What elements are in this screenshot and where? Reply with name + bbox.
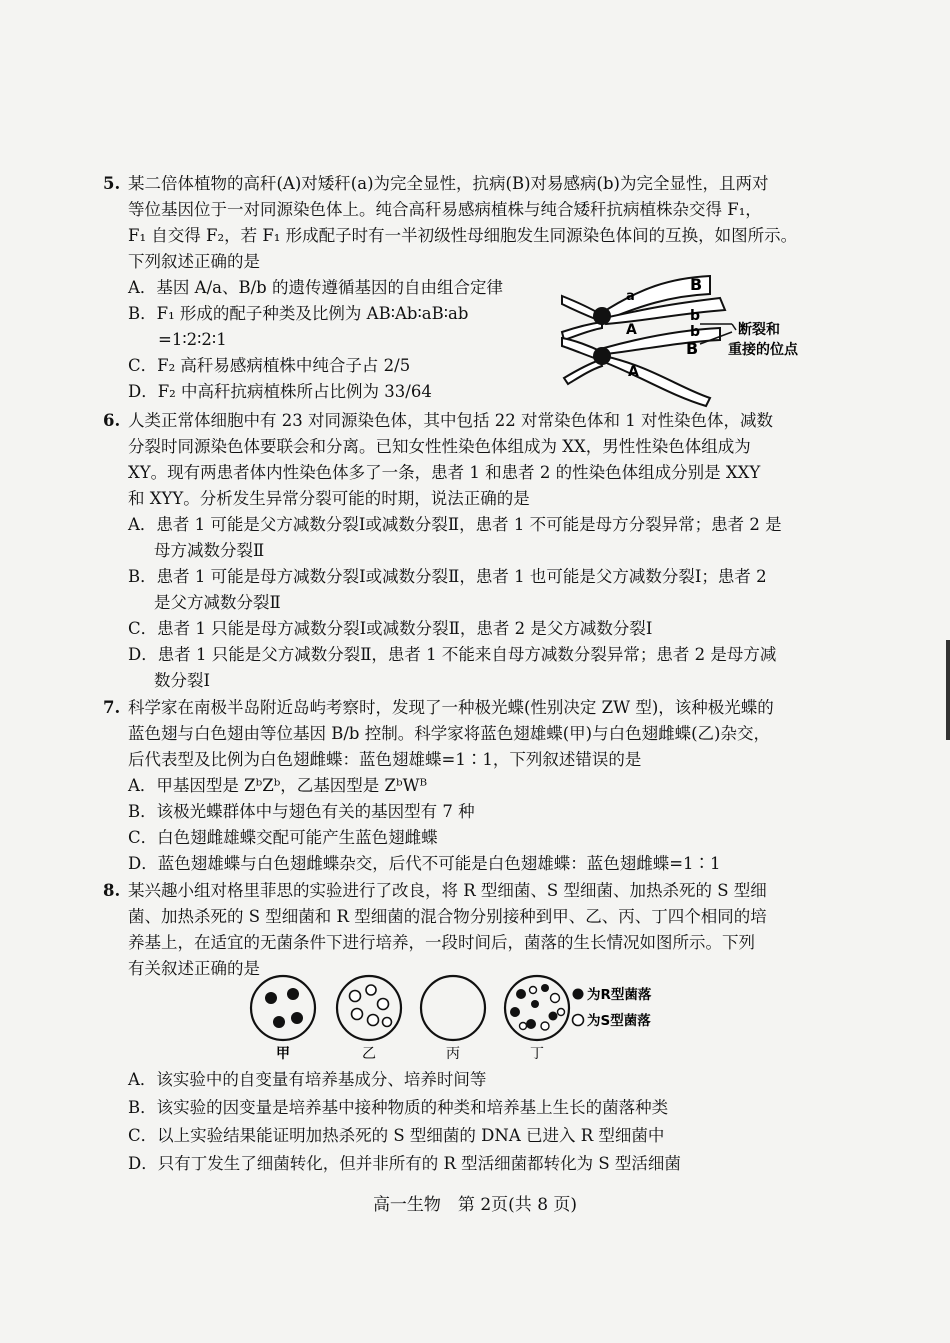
gene-label: a — [626, 289, 635, 304]
plate-label: 甲 — [276, 1046, 290, 1062]
q6-option-a-cont: 母方减数分裂Ⅱ — [154, 541, 265, 560]
q8-option-b: B．该实验的因变量是培养基中接种物质的种类和培养基上生长的菌落种类 — [128, 1098, 669, 1117]
q5-option-b-cont: =1∶2∶2∶1 — [158, 330, 227, 349]
q5-stem-line: 等位基因位于一对同源染色体上。纯合高秆易感病植株与纯合矮秆抗病植株杂交得 F₁， — [128, 200, 762, 219]
legend-r-label: 为R型菌落 — [587, 987, 652, 1003]
page-footer: 高一生物 第 2页(共 8 页) — [372, 1195, 578, 1215]
q7-stem-line: 后代表型及比例为白色翅雌蝶：蓝色翅雄蝶=1∶1，下列叙述错误的是 — [128, 750, 642, 769]
q8-stem-line: 菌、加热杀死的 S 型细菌和 R 型细菌的混合物分别接种到甲、乙、丙、丁四个相同的培 — [128, 907, 767, 926]
q5-option-d: D．F₂ 中高秆抗病植株所占比例为 33/64 — [128, 382, 432, 401]
q6-number: 6. — [103, 411, 121, 430]
q6-option-c: C．患者 1 只能是母方减数分裂Ⅰ或减数分裂Ⅱ，患者 2 是父方减数分裂Ⅰ — [128, 619, 653, 638]
q6-stem-line: 和 XYY。分析发生异常分裂可能的时期，说法正确的是 — [128, 489, 530, 508]
q7-option-c: C．白色翅雌雄蝶交配可能产生蓝色翅雌蝶 — [128, 828, 438, 847]
q5-option-b: B．F₁ 形成的配子种类及比例为 AB∶Ab∶aB∶ab — [128, 304, 469, 323]
plate-label: 乙 — [362, 1046, 376, 1062]
plate-label: 丁 — [530, 1046, 544, 1062]
chromosome-crossover-figure — [560, 268, 820, 408]
q5-stem-line: F₁ 自交得 F₂，若 F₁ 形成配子时有一半初级性母细胞发生同源染色体间的互换，如图所示。 — [128, 226, 798, 245]
q6-option-b-cont: 是父方减数分裂Ⅱ — [154, 593, 281, 612]
q7-stem-line: 科学家在南极半岛附近岛屿考察时，发现了一种极光蝶(性别决定 ZW 型)，该种极光蝶的 — [128, 698, 774, 717]
petri-dish-figure — [245, 972, 685, 1064]
q8-number: 8. — [103, 881, 121, 900]
q6-stem-line: XY。现有两患者体内性染色体多了一条，患者 1 和患者 2 的性染色体组成分别是 XXY — [128, 463, 761, 482]
plate-bing — [421, 976, 485, 1040]
crossover-caption: 重接的位点 — [728, 342, 798, 358]
q5-stem-line: 某二倍体植物的高秆(A)对矮秆(a)为完全显性，抗病(B)对易感病(b)为完全显性，且两对 — [128, 174, 769, 193]
q8-stem-line: 养基上，在适宜的无菌条件下进行培养，一段时间后，菌落的生长情况如图所示。下列 — [128, 933, 755, 952]
plate-jia — [251, 976, 315, 1040]
q8-option-d: D．只有丁发生了细菌转化，但并非所有的 R 型活细菌都转化为 S 型活细菌 — [128, 1154, 681, 1173]
q5-option-a: A．基因 A/a、B/b 的遗传遵循基因的自由组合定律 — [128, 278, 503, 297]
q6-option-a: A．患者 1 可能是父方减数分裂Ⅰ或减数分裂Ⅱ，患者 1 不可能是母方分裂异常；患者 2 是 — [128, 515, 782, 534]
legend-s-marker — [573, 1015, 584, 1026]
q6-option-d: D．患者 1 只能是父方减数分裂Ⅱ，患者 1 不能来自母方减数分裂异常；患者 2 是母方减 — [128, 645, 777, 664]
q8-stem-line: 有关叙述正确的是 — [128, 959, 260, 978]
q8-option-a: A．该实验中的自变量有培养基成分、培养时间等 — [128, 1070, 487, 1089]
gene-label: b — [690, 324, 701, 340]
gene-label: b — [690, 308, 701, 324]
gene-label: B — [686, 339, 699, 358]
plate-label: 丙 — [446, 1046, 460, 1062]
q8-option-c: C．以上实验结果能证明加热杀死的 S 型细菌的 DNA 已进入 R 型细菌中 — [128, 1126, 665, 1145]
gene-label: A — [626, 322, 637, 338]
q7-option-d: D．蓝色翅雄蝶与白色翅雌蝶杂交，后代不可能是白色翅雄蝶：蓝色翅雌蝶=1∶1 — [128, 854, 721, 873]
q6-option-d-cont: 数分裂Ⅰ — [154, 671, 211, 690]
q5-stem-line: 下列叙述正确的是 — [128, 252, 260, 271]
legend-r-marker — [573, 989, 584, 1000]
crossover-caption: 断裂和 — [738, 322, 780, 338]
gene-label: B — [690, 275, 703, 294]
q7-stem-line: 蓝色翅与白色翅由等位基因 B/b 控制。科学家将蓝色翅雄蝶(甲)与白色翅雌蝶(乙)杂交， — [128, 724, 770, 743]
q7-option-a: A．甲基因型是 ZᵇZᵇ，乙基因型是 ZᵇWᴮ — [128, 776, 428, 795]
q5-number: 5. — [103, 174, 121, 193]
gene-label: A — [628, 364, 639, 380]
q7-option-b: B．该极光蝶群体中与翅色有关的基因型有 7 种 — [128, 802, 475, 821]
q6-option-b: B．患者 1 可能是母方减数分裂Ⅰ或减数分裂Ⅱ，患者 1 也可能是父方减数分裂Ⅰ；患者 2 — [128, 567, 767, 586]
scan-edge-mark — [946, 640, 950, 740]
q6-stem-line: 分裂时同源染色体要联会和分离。已知女性性染色体组成为 XX，男性性染色体组成为 — [128, 437, 751, 456]
legend-s-label: 为S型菌落 — [587, 1013, 651, 1029]
q5-option-c: C．F₂ 高秆易感病植株中纯合子占 2/5 — [128, 356, 411, 375]
q6-stem-line: 人类正常体细胞中有 23 对同源染色体，其中包括 22 对常染色体和 1 对性染色体，减数 — [128, 411, 773, 430]
q8-stem-line: 某兴趣小组对格里菲思的实验进行了改良，将 R 型细菌、S 型细菌、加热杀死的 S 型细 — [128, 881, 767, 900]
q7-number: 7. — [103, 698, 121, 717]
